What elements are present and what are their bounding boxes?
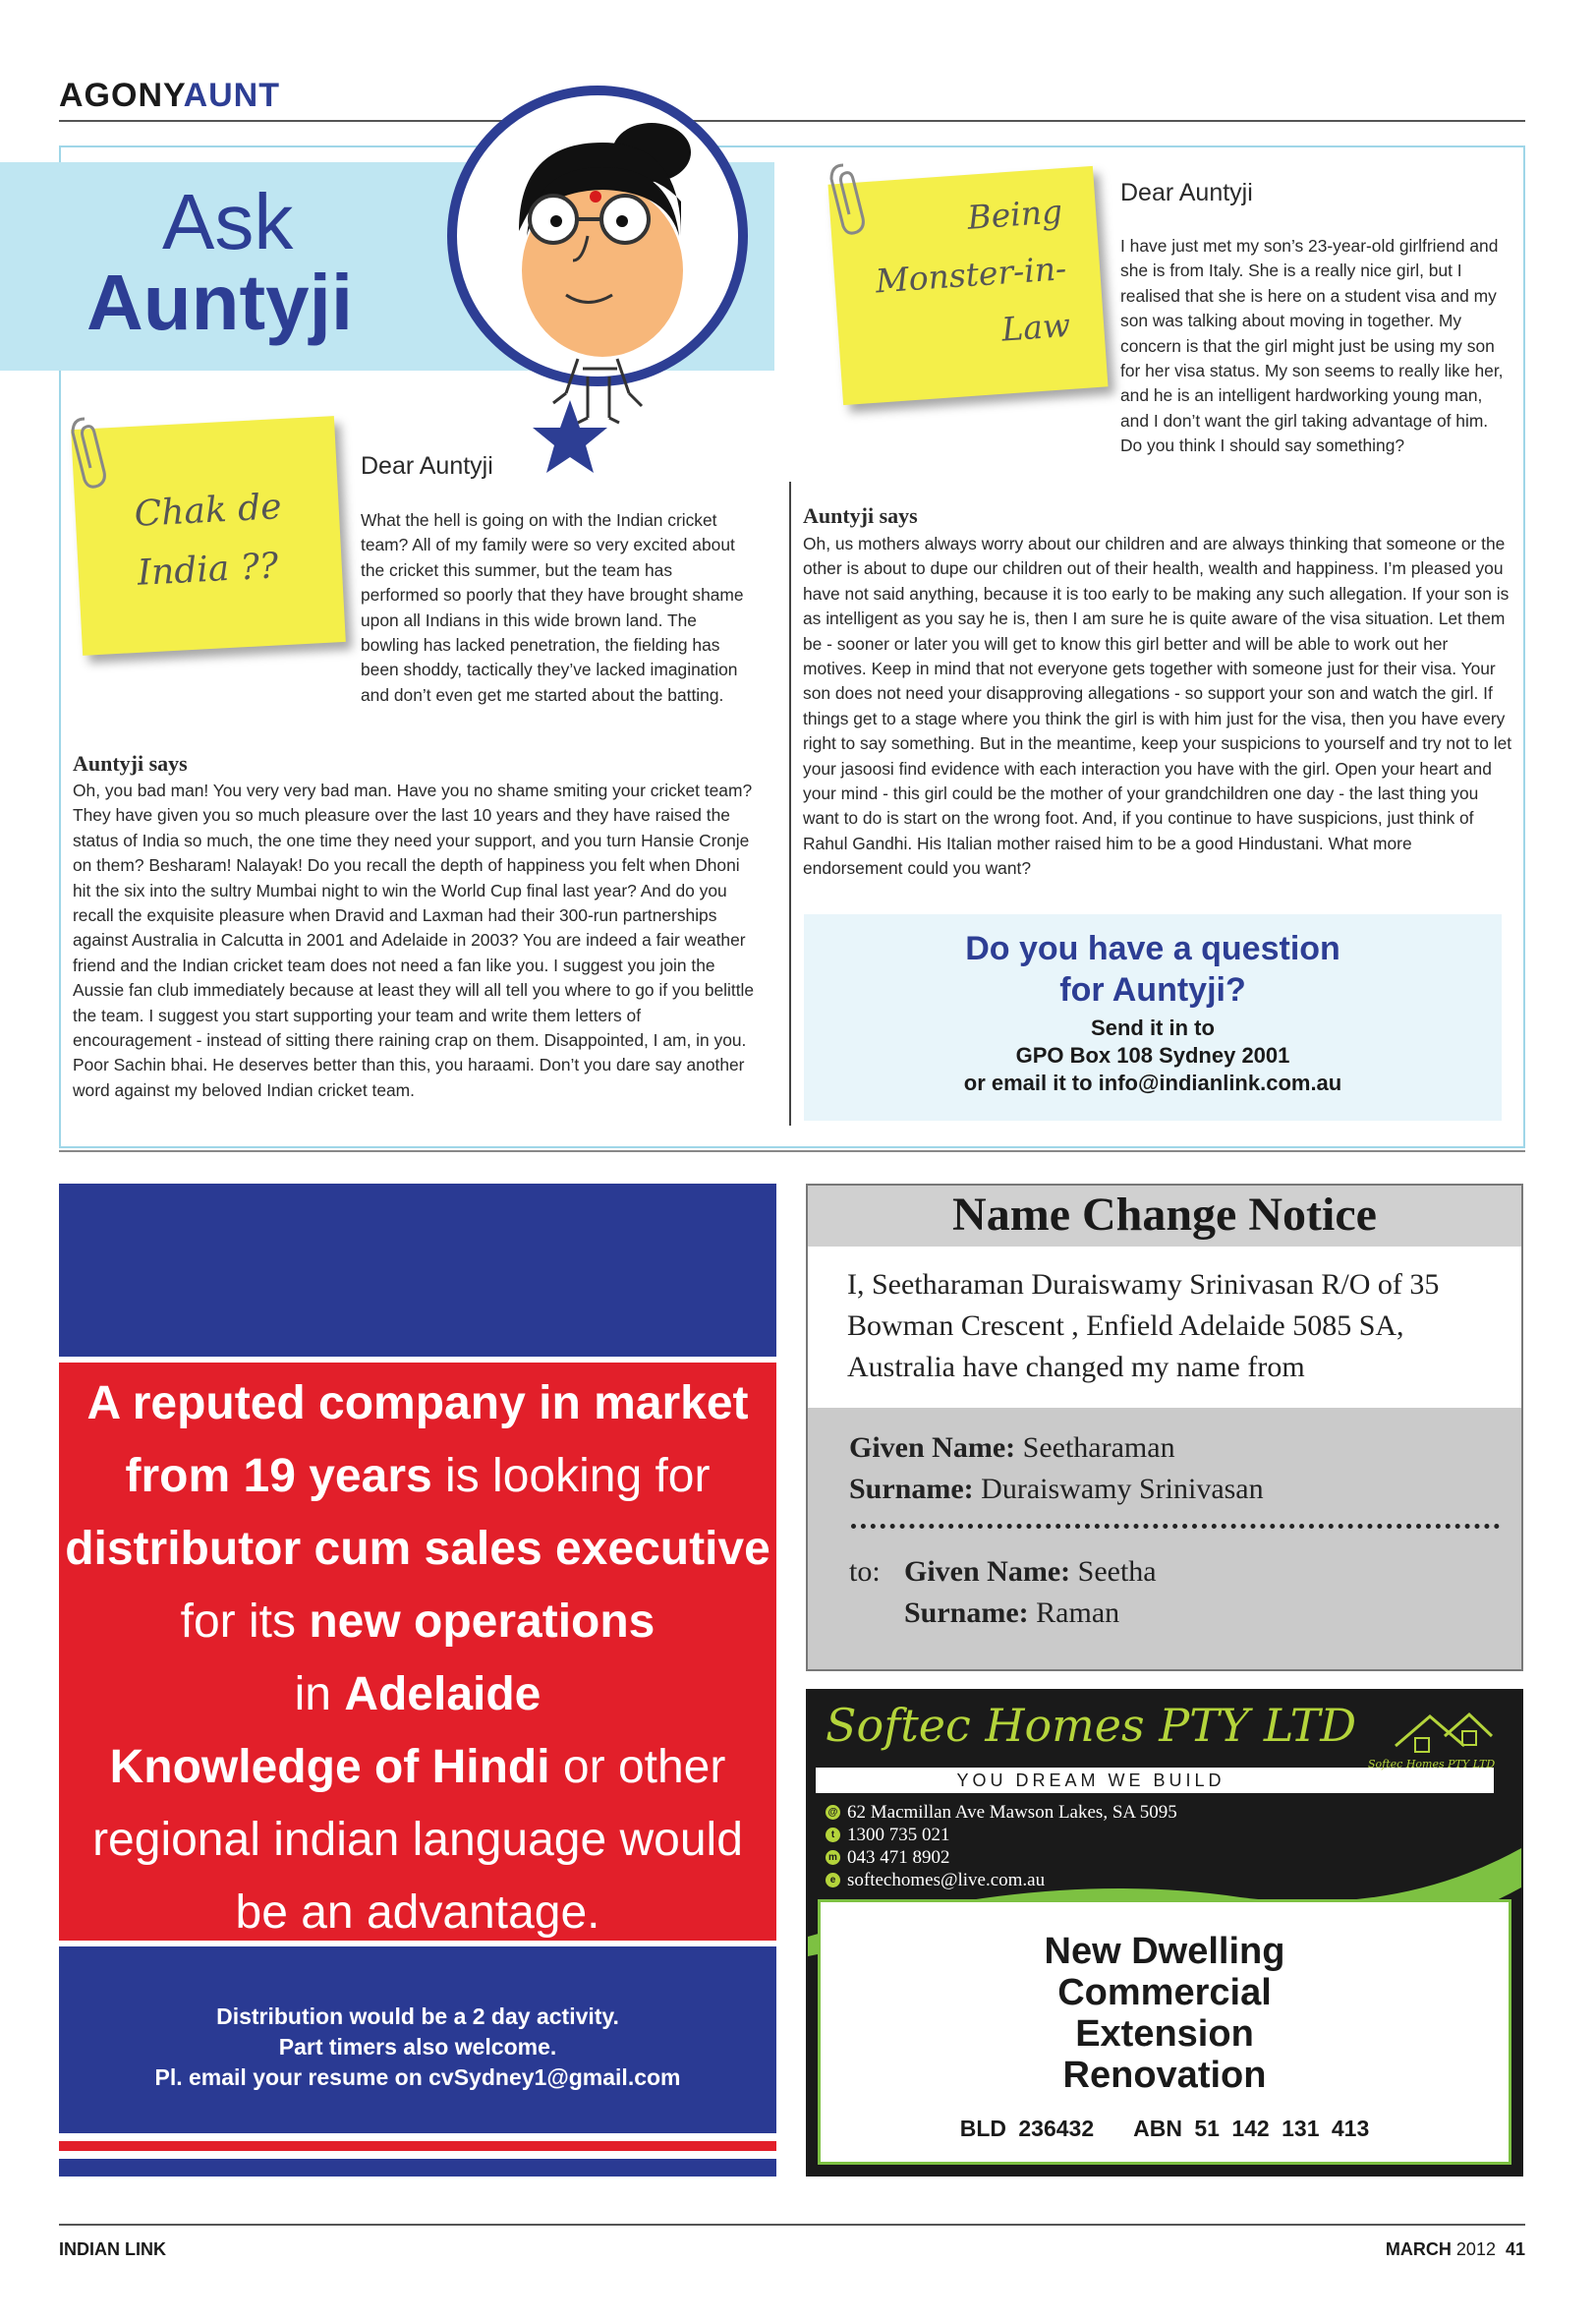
note-line: India ??	[136, 546, 280, 594]
job-ad-line6	[59, 1738, 776, 1797]
question-box-send: Send it in to	[1091, 1016, 1215, 1040]
old-surname	[849, 1469, 1264, 1510]
old-given-name	[849, 1427, 1175, 1469]
given-name-new: Seetha	[1070, 1555, 1157, 1588]
footer-year: 2012	[1451, 2239, 1496, 2259]
job-ad-text: for its	[180, 1596, 310, 1648]
footer-month: MARCH	[1385, 2239, 1452, 2259]
name-change-body: I, Seetharaman Duraiswamy Srinivasan R/O of 35 Bowman Crescent , Enfield Adelaide 5085 SA, Australia have changed my name from	[847, 1268, 1440, 1383]
phone-icon: t	[826, 1828, 840, 1842]
job-ad-line1	[59, 1374, 776, 1433]
question-letter1: What the hell is going on with the Indian cricket team? All of my family were so very excited about the cricket this summer, but the team has performed so poorly that they have brought shame upon all Indians in this wide brown land. The bowling has lacked penetration, the fielding has been shoddy, tactically they’ve lacked imagination and don’t even get me started about the batting.	[361, 510, 744, 705]
surname-label: Surname:	[904, 1596, 1029, 1629]
article-bottom-rule	[59, 1150, 1525, 1152]
softec-address: 62 Macmillan Ave Mawson Lakes, SA 5095	[847, 1802, 1177, 1823]
question-box-heading-line1: Do you have a question	[965, 930, 1340, 967]
name-change-title: Name Change Notice	[952, 1189, 1377, 1241]
softec-license	[818, 2116, 1511, 2142]
softec-phone: 1300 735 021	[847, 1825, 950, 1845]
answer-letter1: Oh, you bad man! You very very bad man. Have you no shame smiting your cricket team? They have given you so much pleasure over the last 10 years and they have raised the status of India so much, the one time they need your support, and you turn Hansie Cronje on them? Besharam! Nalayak! Do you recall the depth of happiness you felt when Dhoni hit the six into the sultry Mumbai night to win the World Cup final last year? And do you recall the exquisite pleasure when Dravid and Laxman had their 300-run partnerships against Australia in Calcutta in 2001 and Adelaide in 2003? You are indeed a fair weather friend and the Indian cricket team does not need a fan like you. I suggest you join the Aussie fan club immediately because at least they will all tell you where to go if you belittle the team. I suggest you start supporting your team and write them letters of encouragement - instead of sitting there raining crap on them. Disappointed, I am, in you. Poor Sachin bhai. He deserves better than this, you haraami. Don’t you dare say another word against my beloved Indian cricket team.	[73, 781, 755, 1100]
name-change-wave	[808, 1241, 1521, 1250]
auntyji-says-label1: Auntyji says	[73, 751, 188, 776]
column-divider	[789, 482, 791, 1126]
paperclip-icon	[824, 157, 883, 236]
given-name-label: Given Name:	[849, 1431, 1016, 1464]
sticky-note-text	[870, 183, 1072, 367]
footer-publication: INDIAN LINK	[59, 2239, 166, 2259]
softec-tagline: YOU DREAM WE BUILD	[956, 1771, 1226, 1790]
job-ad-small2: Part timers also welcome.	[278, 2034, 557, 2060]
section-header	[59, 77, 280, 115]
note-line: Law	[999, 305, 1072, 349]
job-ad-text: in	[294, 1668, 345, 1720]
paperclip-icon	[65, 411, 124, 490]
job-ad-text: Adelaide	[344, 1668, 542, 1720]
job-ad-email[interactable]: Pl. email your resume on cvSydney1@gmail.com	[154, 2064, 681, 2090]
given-name-old: Seetharaman	[1015, 1431, 1175, 1464]
to-label: to:	[849, 1555, 881, 1588]
footer-rule	[59, 2224, 1525, 2226]
softec-logo-text: Softec Homes PTY LTD	[1368, 1758, 1496, 1771]
question-box-heading-line2: for Auntyji?	[1059, 971, 1246, 1009]
job-ad-line7	[59, 1811, 776, 1870]
mobile-icon: m	[826, 1850, 840, 1865]
job-ad-line3	[59, 1520, 776, 1579]
section-header-part2: AUNT	[183, 77, 280, 114]
job-ad-text: new operations	[309, 1596, 656, 1648]
star-icon	[531, 398, 609, 477]
location-icon: @	[826, 1805, 840, 1820]
job-ad-line8	[59, 1884, 776, 1943]
service-item: Extension	[1075, 2013, 1254, 2055]
question-box-email[interactable]: or email it to info@indianlink.com.au	[963, 1071, 1342, 1095]
question-box-address: GPO Box 108 Sydney 2001	[1015, 1043, 1290, 1068]
answer-letter2: Oh, us mothers always worry about our children and are always thinking that someone or the other is about to dupe our children out of their health, wealth and happiness. I’m pleased you have not said anything, because it is too early to be making any such allegation. If your son is as intelligent as you say he is, then I am sure he is quite aware of the visa situation. Let them be - sooner or later you will get to know this girl better and will be able to work out her motives. Keep in mind that not everyone gets together with someone just for their visa. Your son does not need your disapproving allegations - so support your son and watch the girl. If things get to a stage where you think the girl is with him just for the visa, then you have every right to say something. But in the meantime, keep your suspicions to yourself and try not to let your jasoosi find evidence with each interaction you have with the girl. Open your heart and your mind - this girl could be the mother of your grandchildren one day - the last thing you want to do is start on the wrong foot. And, if you continue to have suspicions, just think of Rahul Gandhi. His Italian mother raised him to be a good Hindustani. What more endorsement could you want?	[803, 534, 1512, 879]
softec-mobile: 043 471 8902	[847, 1847, 950, 1868]
job-ad-line4	[59, 1593, 776, 1652]
question-box-instructions	[804, 1015, 1502, 1097]
question-box-heading	[804, 928, 1502, 1011]
job-ad-text: or other	[549, 1741, 726, 1793]
surname-new: Raman	[1028, 1596, 1120, 1629]
sticky-note-text	[133, 478, 286, 604]
section-header-part1: AGONY	[59, 77, 184, 114]
given-name-label: Given Name:	[904, 1555, 1071, 1588]
greeting-letter2: Dear Auntyji	[1120, 179, 1253, 206]
footer-date-page	[1356, 2239, 1525, 2260]
job-ad-text: A reputed company in market	[86, 1377, 749, 1429]
job-ad-line5	[59, 1665, 776, 1724]
question-letter2: I have just met my son’s 23-year-old girlfriend and she is from Italy. She is a really nice girl, but I realised that she is here on a student visa and my son was talking about moving in together. My concern is that the girl might just be using my son for her visa status. My son seems to really like her, and he is an intelligent hardworking young man, and I don’t want the girl taking advantage of him. Do you think I should say something?	[1120, 236, 1504, 456]
service-item: New Dwelling	[1044, 1931, 1285, 1972]
job-ad-small1: Distribution would be a 2 day activity.	[216, 2003, 619, 2029]
masthead-title: Auntyji	[86, 259, 354, 346]
header-rule	[59, 120, 1525, 122]
email-icon: e	[826, 1873, 840, 1887]
note-line: Monster-in-	[874, 249, 1068, 301]
builder-license: BLD 236432	[959, 2116, 1095, 2141]
new-surname	[904, 1593, 1119, 1634]
surname-label: Surname:	[849, 1473, 974, 1505]
job-ad-stripes	[59, 2133, 776, 2169]
job-ad-text: be an advantage.	[235, 1887, 600, 1939]
job-ad-text: regional indian language would	[92, 1814, 743, 1866]
note-line: Chak de	[133, 487, 283, 535]
question-box	[804, 914, 1502, 1121]
service-item: Commercial	[1057, 1972, 1272, 2013]
job-ad-line2	[59, 1447, 776, 1506]
note-line: Being	[966, 192, 1064, 237]
job-ad-text: distributor cum sales executive	[65, 1523, 770, 1575]
abn-number: ABN 51 142 131 413	[1133, 2116, 1370, 2141]
auntyji-says-label2: Auntyji says	[803, 503, 918, 528]
softec-email[interactable]: softechomes@live.com.au	[847, 1870, 1046, 1890]
softec-title: Softec Homes PTY LTD	[826, 1699, 1357, 1752]
job-ad-text: Knowledge of Hindi	[109, 1741, 550, 1793]
job-ad-text: from 19 years	[125, 1450, 432, 1502]
greeting-letter1: Dear Auntyji	[361, 452, 493, 480]
surname-old: Duraiswamy Srinivasan	[973, 1473, 1264, 1505]
service-item: Renovation	[1062, 2055, 1267, 2096]
new-given-name	[904, 1551, 1157, 1593]
page-number: 41	[1505, 2239, 1525, 2259]
job-ad-text: is looking for	[431, 1450, 711, 1502]
masthead-ask: Ask	[162, 178, 294, 265]
name-change-dotted-rule	[851, 1524, 1500, 1533]
